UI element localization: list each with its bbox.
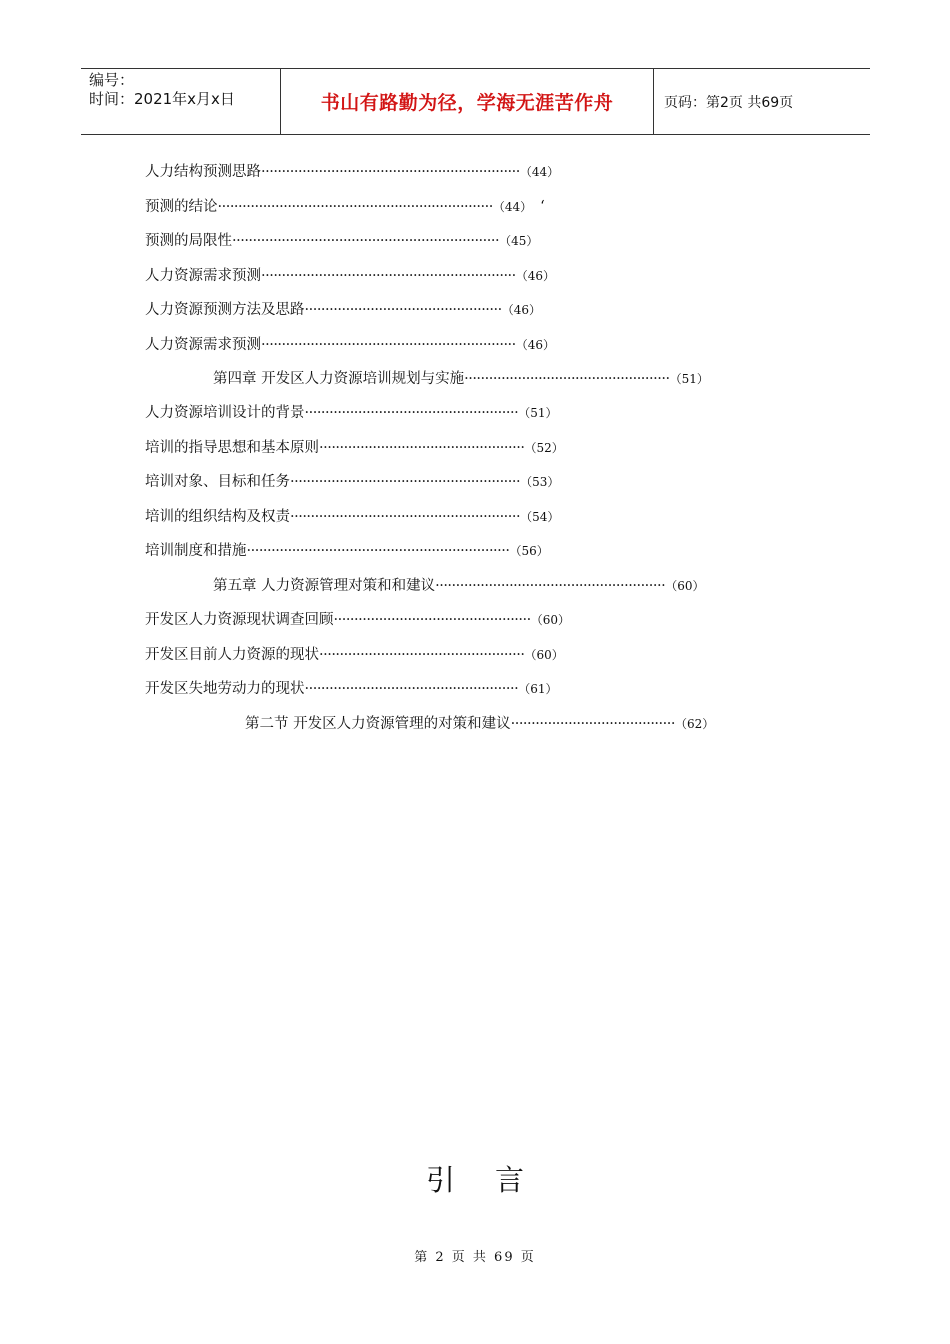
toc-entry[interactable]: 开发区目前人力资源的现状·················································· （60） [145,647,564,663]
toc-entry[interactable]: 人力资源培训设计的背景···················································· （51） [145,405,558,421]
section-title: 引言 [425,1163,564,1197]
toc-entry[interactable]: 开发区失地劳动力的现状···················································· （61） [145,681,558,697]
toc-entry[interactable]: 培训对象、目标和任务························································ （53） [145,474,560,490]
toc-entry[interactable]: 人力结构预测思路······························································· （44） [145,164,560,180]
toc-entry-chapter[interactable]: 第五章 人力资源管理对策和和建议························································ （60） [213,578,705,594]
document-number-label: 编号： [89,71,135,89]
toc-entry[interactable]: 人力资源需求预测······························································ （46） [145,268,556,284]
toc-entry[interactable]: 培训的组织结构及权责························································ （54） [145,509,560,525]
toc-entry[interactable]: 人力资源预测方法及思路················································ （46） [145,302,542,318]
toc-entry[interactable]: 预测的结论··································································· （44） ‘ [145,199,545,215]
document-time-label: 时间：2021年x月x日 [89,90,235,108]
header-page-label: 页码：第2页 共69页 [664,94,794,111]
header-motto: 书山有路勤为径，学海无涯苦作舟 [281,69,654,134]
toc-entry-section[interactable]: 第二节 开发区人力资源管理的对策和建议········································ （62） [245,716,715,732]
toc-entry[interactable]: 开发区人力资源现状调查回顾················································ （60） [145,612,571,628]
toc-entry-chapter[interactable]: 第四章 开发区人力资源培训规划与实施·················································· （51） [213,371,709,387]
toc-entry[interactable]: 预测的局限性································································· （45） [145,233,539,249]
toc-entry[interactable]: 人力资源需求预测······························································ （46） [145,337,556,353]
toc-entry[interactable]: 培训制度和措施································································ （56） [145,543,549,559]
toc-entry[interactable]: 培训的指导思想和基本原则·················································· （52） [145,440,564,456]
page-footer: 第 2 页 共 69 页 [414,1250,536,1265]
